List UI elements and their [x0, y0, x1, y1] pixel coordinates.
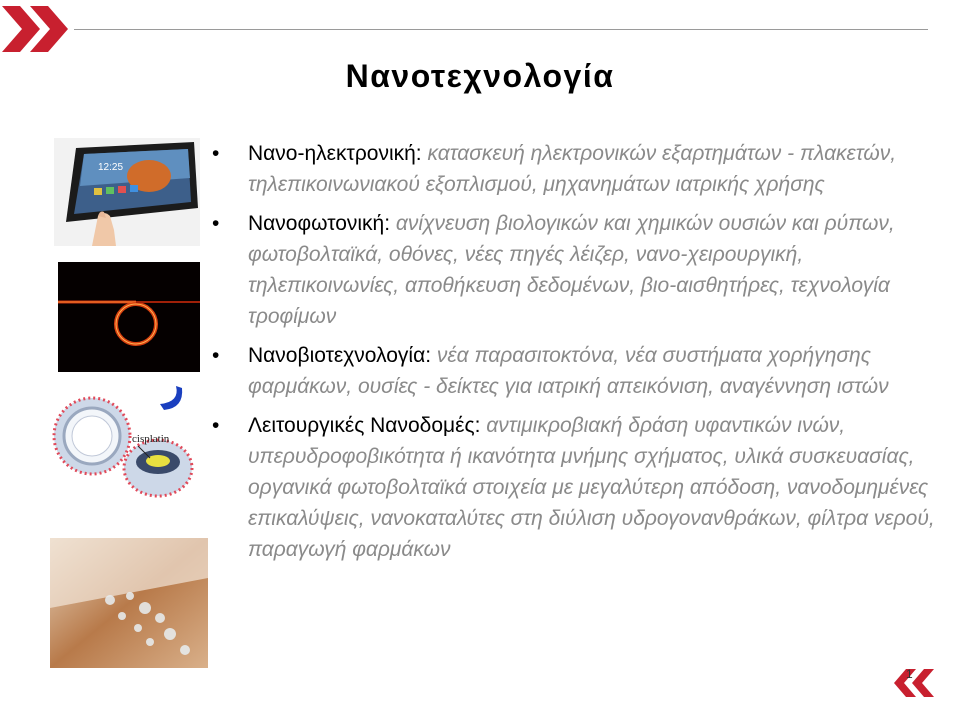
bullet-colon: :	[415, 142, 422, 165]
bullet-item-nanoelectronics	[210, 138, 935, 200]
bullet-term: Νανοφωτονική	[248, 212, 385, 235]
bullet-marker: •	[212, 414, 220, 437]
water-droplets-on-wood-photo-icon	[50, 538, 208, 668]
optical-ring-resonator-image-icon	[58, 262, 200, 372]
bullet-marker: •	[212, 142, 220, 165]
bullet-term: Λειτουργικές Νανοδομές	[248, 414, 475, 437]
bullet-item-nanophotonics	[210, 208, 935, 332]
liposome-drug-delivery-illustration-icon	[48, 382, 198, 498]
double-chevron-logo-icon	[0, 4, 72, 54]
tablet-clock-text: 12:25	[98, 162, 124, 173]
page-number: 1	[906, 667, 913, 681]
bullet-term: Νανο-ηλεκτρονική	[248, 142, 416, 165]
bullet-colon: :	[474, 414, 481, 437]
bullet-item-nanobiotechnology	[210, 340, 935, 402]
bullet-list	[210, 138, 935, 573]
bullet-colon: :	[384, 212, 391, 235]
bullet-marker: •	[212, 212, 220, 235]
bullet-description: αντιμικροβιακή δράση υφαντικών ινών, υπερυδροφοβικότητα ή ικανότητα μνήμης σχήματος, υλικά συσκευασίας, οργανικά φωτοβολταϊκά στοιχεία με μεγαλύτερη απόδοση, νανοδομημένες επικαλύψεις, νανοκαταλύτες στη διύλιση υδρογονανθράκων, φίλτρα νερού, παραγωγή φαρμάκων	[248, 414, 935, 561]
bullet-description: κατασκευή ηλεκτρονικών εξαρτημάτων - πλακετών, τηλεπικοινωνιακού εξοπλισμού, μηχανημάτων ιατρικής χρήσης	[248, 142, 897, 196]
slide-title: Νανοτεχνολογία	[345, 58, 615, 94]
bullet-description: ανίχνευση βιολογικών και χημικών ουσιών και ρύπων, φωτοβολταϊκά, οθόνες, νέες πηγές λέιζερ, νανο-χειρουργική, τηλεπικοινωνίες, αποθήκευση δεδομένων, βιο-αισθητήρες, τεχνολογία τροφίμων	[248, 212, 895, 328]
bullet-colon: :	[425, 344, 432, 367]
bullet-marker: •	[212, 344, 220, 367]
bullet-description: νέα παρασιτοκτόνα, νέα συστήματα χορήγησης φαρμάκων, ουσίες - δείκτες για ιατρική απεικόνιση, αναγέννηση ιστών	[248, 344, 889, 398]
tablet-photo-icon	[54, 138, 200, 246]
header-divider	[74, 29, 928, 30]
bullet-item-functional-nanostructures	[210, 410, 935, 565]
double-chevron-back-icon[interactable]	[892, 668, 936, 698]
cisplatin-label: cisplatin	[132, 433, 170, 445]
bullet-term: Νανοβιοτεχνολογία	[248, 344, 426, 367]
illustrations-column	[48, 138, 212, 678]
